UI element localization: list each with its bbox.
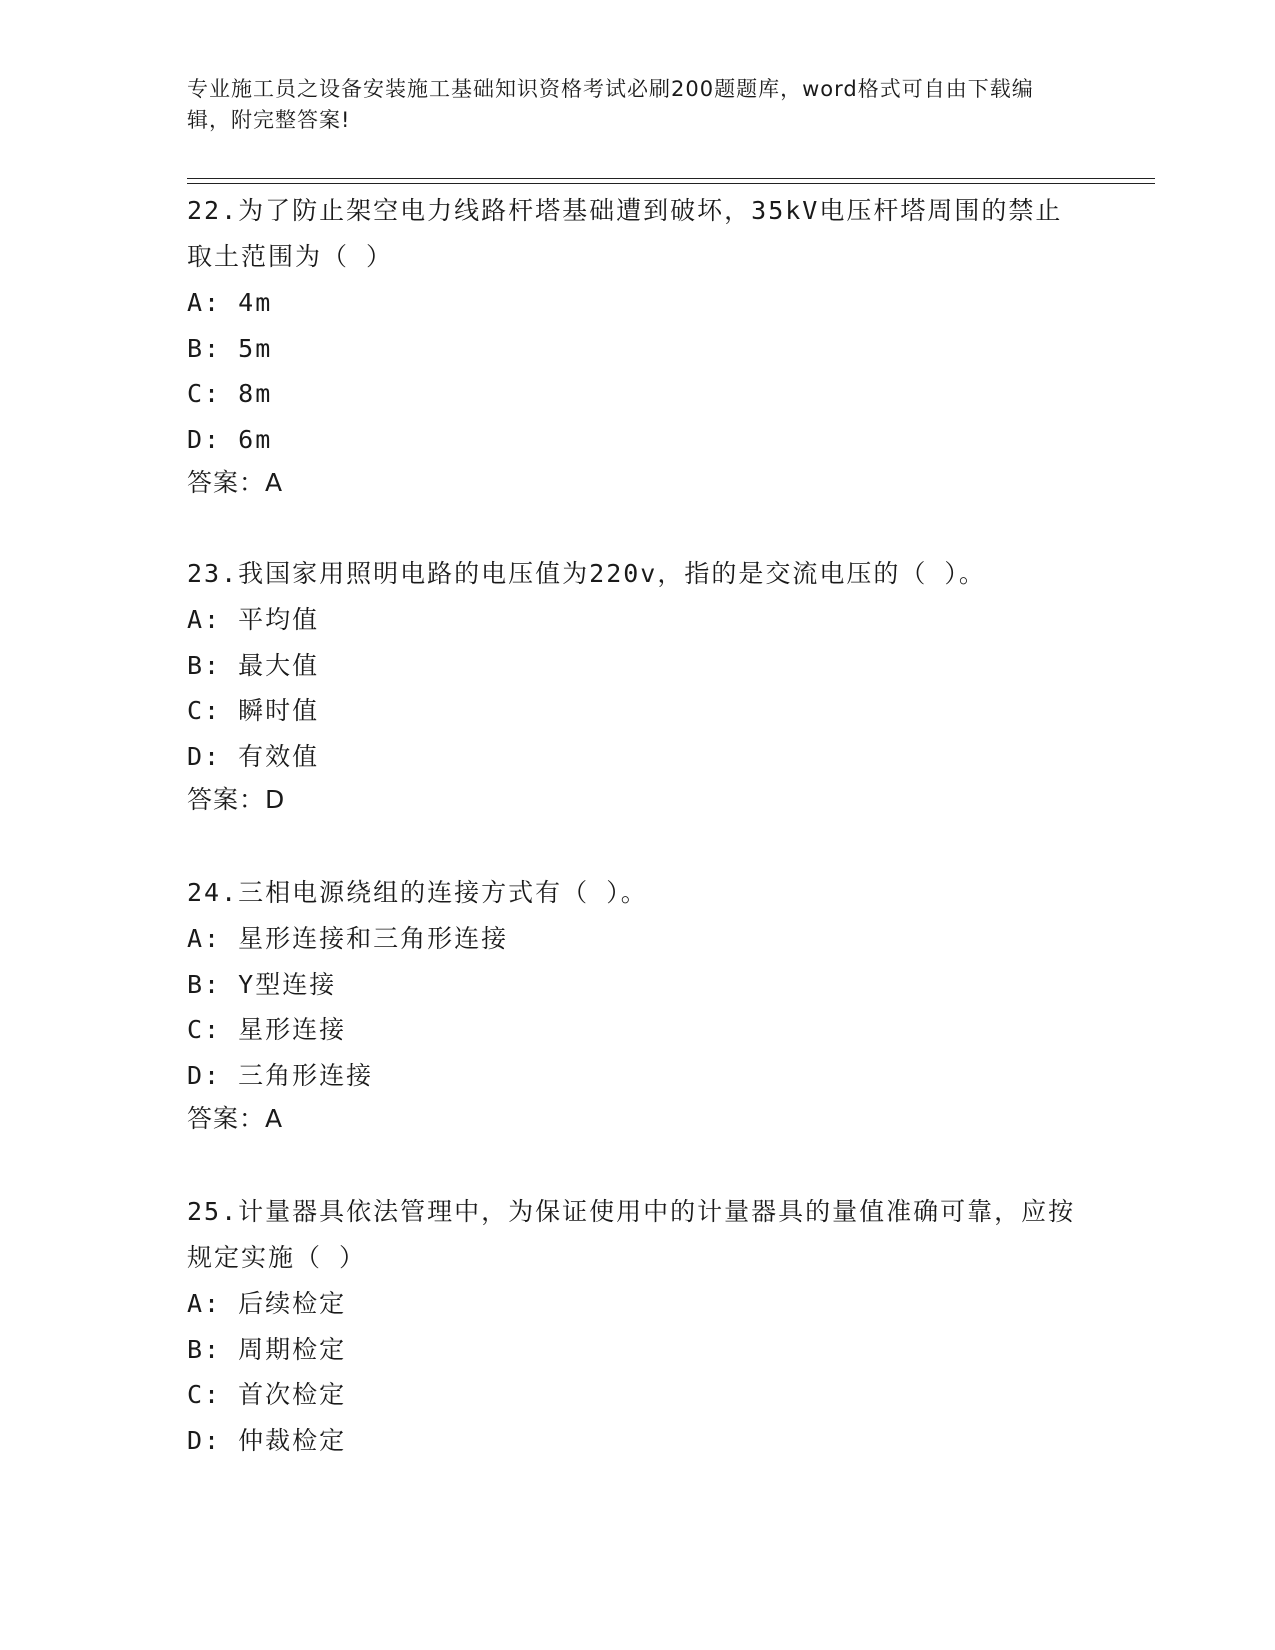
option-c: C: 首次检定 <box>187 1380 347 1409</box>
option-b: B: 周期检定 <box>187 1334 347 1364</box>
question-24 <box>187 870 1087 1142</box>
question-23 <box>187 551 1087 823</box>
question-stem: 22.为了防止架空电力线路杆塔基础遭到破坏，35kV电压杆塔周围的禁止取土范围为（ ） <box>187 196 1063 271</box>
question-stem: 24.三相电源绕组的连接方式有（ ）。 <box>187 878 648 907</box>
option-a: A: 平均值 <box>187 605 320 634</box>
option-a: A: 星形连接和三角形连接 <box>187 924 509 953</box>
answer: 答案：A <box>187 1104 284 1133</box>
header-divider-top <box>187 178 1155 179</box>
question-22 <box>187 188 1087 506</box>
option-d: D: 有效值 <box>187 741 320 771</box>
option-a: A: 后续检定 <box>187 1289 347 1318</box>
option-c: C: 8m <box>187 379 273 408</box>
answer: 答案：D <box>187 785 286 814</box>
question-stem: 25.计量器具依法管理中，为保证使用中的计量器具的量值准确可靠，应按规定实施（ ） <box>187 1197 1076 1272</box>
option-b: B: 5m <box>187 333 273 363</box>
question-25 <box>187 1189 1087 1463</box>
option-b: B: 最大值 <box>187 650 320 680</box>
option-b: B: Y型连接 <box>187 969 337 999</box>
option-c: C: 星形连接 <box>187 1015 347 1044</box>
header-divider-bottom <box>187 183 1155 184</box>
document-header: 专业施工员之设备安装施工基础知识资格考试必刷200题题库，word格式可自由下载编辑，附完整答案! <box>187 77 1034 132</box>
answer: 答案：A <box>187 468 284 497</box>
option-d: D: 6m <box>187 424 273 454</box>
option-d: D: 三角形连接 <box>187 1060 374 1090</box>
option-c: C: 瞬时值 <box>187 696 320 725</box>
option-a: A: 4m <box>187 288 273 317</box>
question-stem: 23.我国家用照明电路的电压值为220v，指的是交流电压的（ ）。 <box>187 559 986 588</box>
option-d: D: 仲裁检定 <box>187 1425 347 1455</box>
